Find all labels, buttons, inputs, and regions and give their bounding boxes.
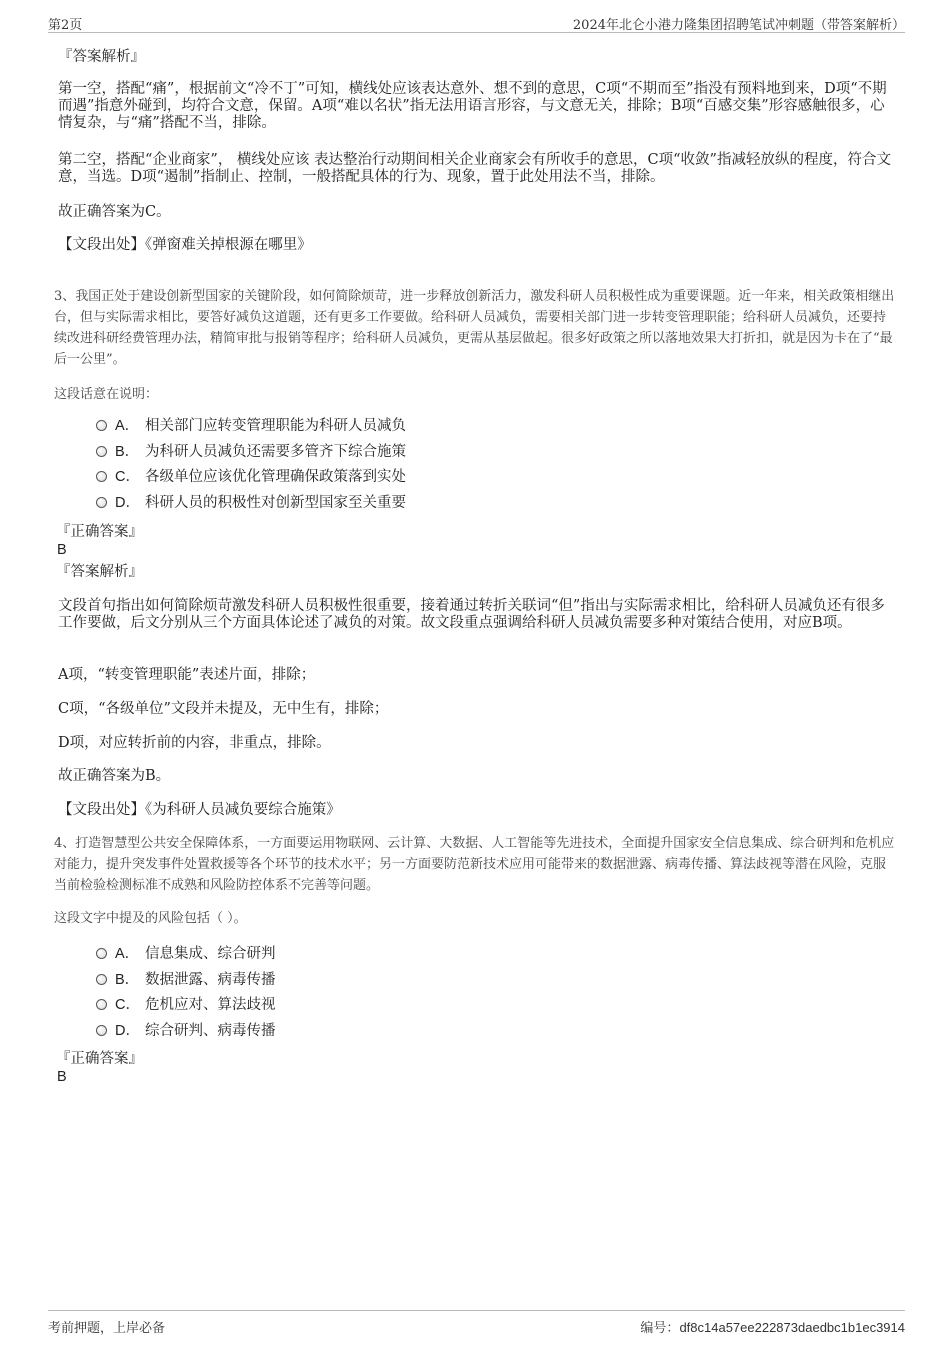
q2-conclusion: 故正确答案为C。 [58, 204, 171, 220]
option-text: 为科研人员减负还需要多管齐下综合施策 [145, 444, 406, 460]
radio-icon[interactable] [96, 446, 107, 457]
q4-option-a[interactable] [96, 943, 276, 965]
code-label: 编号： [640, 1321, 680, 1336]
page-number: 第2页 [48, 18, 83, 33]
option-letter: A． [115, 418, 140, 434]
q3-conclusion: 故正确答案为B。 [58, 768, 171, 784]
option-letter: B． [115, 972, 140, 988]
option-letter: C． [115, 997, 140, 1013]
option-letter: D． [115, 495, 140, 511]
q3-answer-tag: 『正确答案』 [56, 524, 143, 540]
document-code [640, 1317, 905, 1336]
q3-source: 【文段出处】《为科研人员减负要综合施策》 [58, 802, 341, 818]
option-text: 数据泄露、病毒传播 [145, 972, 276, 988]
radio-icon[interactable] [96, 420, 107, 431]
q4-question-text: 4、打造智慧型公共安全保障体系，一方面要运用物联网、云计算、大数据、人工智能等先进技术，全面提升国家安全信息集成、综合研判和危机应对能力，提升突发事件处置救援等各个环节的技术水平；另一方面要防范新技术应用可能带来的数据泄露、病毒传播、算法歧视等潜在风险，克服当前检验检测标准不成熟和风险防控体系不完善等问题。 [54, 836, 895, 893]
code-value: df8c14a57ee222873daedbc1b1ec3914 [679, 1320, 905, 1335]
q3-option-a[interactable] [96, 415, 406, 437]
footer-slogan: 考前押题，上岸必备 [48, 1321, 166, 1336]
q2-analysis-tag: 『答案解析』 [58, 49, 145, 65]
option-letter: A． [115, 946, 140, 962]
q2-analysis-paragraph-1: 第一空，搭配“痛”，根据前文“冷不丁”可知，横线处应该表达意外、想不到的意思，C项“不期而至”指没有预料地到来，D项“不期而遇”指意外碰到，均符合文意，保留。A项“难以名状”指无法用语言形容，与文意无关，排除；B项“百感交集”形容感触很多，心情复杂，与“痛”搭配不当，排除。 [58, 81, 887, 131]
option-text: 综合研判、病毒传播 [145, 1023, 276, 1039]
q4-answer: B [57, 1069, 67, 1085]
radio-icon[interactable] [96, 948, 107, 959]
q3-prompt: 这段话意在说明： [54, 387, 159, 402]
page-footer [48, 1310, 905, 1335]
option-text: 危机应对、算法歧视 [145, 997, 276, 1013]
option-text: 各级单位应该优化管理确保政策落到实处 [145, 469, 406, 485]
option-text: 信息集成、综合研判 [145, 946, 276, 962]
q3-question-text: 3、我国正处于建设创新型国家的关键阶段，如何简除烦苛，进一步释放创新活力，激发科研人员积极性成为重要课题。近一年来，相关政策相继出台，但与实际需求相比，要答好减负这道题，还有更多工作要做。给科研人员减负，需要相关部门进一步转变管理职能；给科研人员减负，还要持续改进科研经费管理办法，精简审批与报销等程序；给科研人员减负，更需从基层做起。很多好政策之所以落地效果大打折扣，就是因为卡在了“最后一公里”。 [54, 289, 895, 367]
page-header [48, 12, 905, 33]
q3-analysis-paragraph-1: 文段首句指出如何简除烦苛激发科研人员积极性很重要，接着通过转折关联词“但”指出与实际需求相比，给科研人员减负还有很多工作要做，后文分别从三个方面具体论述了减负的对策。故文段重点强调给科研人员减负需要多种对策结合使用，对应B项。 [58, 598, 885, 631]
q3-option-b[interactable] [96, 441, 406, 463]
q4-option-b[interactable] [96, 969, 276, 991]
document-title: 2024年北仑小港力隆集团招聘笔试冲刺题（带答案解析） [572, 18, 905, 33]
q3-analysis-c: C项，“各级单位”文段并未提及，无中生有，排除； [58, 701, 389, 717]
radio-icon[interactable] [96, 974, 107, 985]
q2-source: 【文段出处】《弹窗难关掉根源在哪里》 [58, 237, 312, 253]
radio-icon[interactable] [96, 471, 107, 482]
q4-prompt: 这段文字中提及的风险包括（ ）。 [54, 911, 247, 926]
option-letter: D． [115, 1023, 140, 1039]
q3-option-d[interactable] [96, 492, 406, 514]
q2-analysis-paragraph-2: 第二空，搭配“企业商家”， 横线处应该 表达整治行动期间相关企业商家会有所收手的意思，C项“收敛”指减轻放纵的程度，符合文意，当选。D项“遏制”指制止、控制，一般搭配具体的行为、现象，置于此处用法不当，排除。 [58, 152, 891, 185]
q3-analysis-a: A项，“转变管理职能”表述片面，排除； [58, 667, 316, 683]
q4-option-d[interactable] [96, 1020, 276, 1042]
q3-analysis-tag: 『答案解析』 [56, 564, 143, 580]
q4-answer-tag: 『正确答案』 [56, 1051, 143, 1067]
option-text: 科研人员的积极性对创新型国家至关重要 [145, 495, 406, 511]
q3-answer: B [57, 542, 67, 558]
q3-option-c[interactable] [96, 466, 406, 488]
q4-option-c[interactable] [96, 994, 276, 1016]
option-letter: C． [115, 469, 140, 485]
q3-analysis-d: D项，对应转折前的内容，非重点，排除。 [58, 735, 331, 751]
option-text: 相关部门应转变管理职能为科研人员减负 [145, 418, 406, 434]
option-letter: B． [115, 444, 140, 460]
radio-icon[interactable] [96, 1025, 107, 1036]
radio-icon[interactable] [96, 497, 107, 508]
radio-icon[interactable] [96, 999, 107, 1010]
